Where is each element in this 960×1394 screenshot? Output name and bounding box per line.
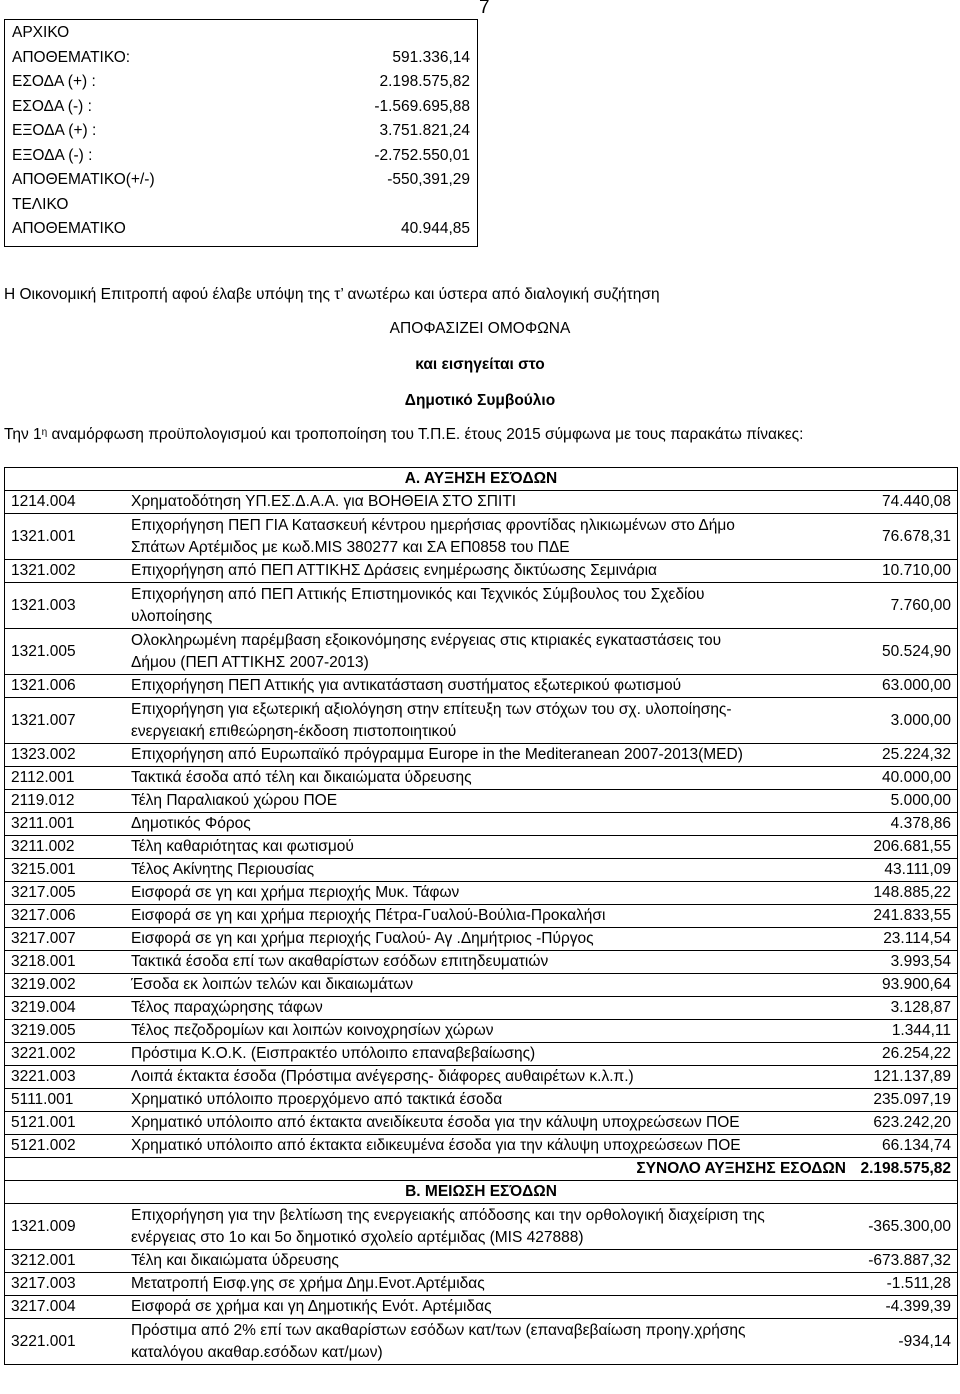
amount: 623.242,20 <box>873 1114 951 1131</box>
description-line: Τέλη Παραλιακού χώρου ΠΟΕ <box>131 792 338 809</box>
table-row <box>5 514 957 560</box>
description-line: Εισφορά σε γη και χρήμα περιοχής Γυαλού- Αγ .Δημήτριος -Πύργος <box>131 930 594 947</box>
amount: 7.760,00 <box>890 596 951 614</box>
account-description <box>124 767 846 789</box>
account-description <box>124 1204 846 1249</box>
amendment-paragraph <box>4 424 803 446</box>
account-code: 3217.006 <box>11 907 76 924</box>
account-code: 1321.007 <box>11 711 76 729</box>
account-description <box>124 1020 846 1042</box>
account-description <box>124 1296 846 1318</box>
account-description <box>124 905 846 927</box>
table-row <box>5 951 957 974</box>
table-row <box>5 1204 957 1250</box>
table-row <box>5 1319 957 1365</box>
amount: 10.710,00 <box>882 562 951 579</box>
account-description <box>124 1066 846 1088</box>
account-code: 1321.001 <box>11 527 76 545</box>
table-row <box>5 1020 957 1043</box>
table-row <box>5 767 957 790</box>
description-line: Έσοδα εκ λοιπών τελών και δικαιωμάτων <box>131 976 414 993</box>
account-description <box>124 698 846 743</box>
section-b-heading <box>5 1181 957 1204</box>
table-row <box>5 698 957 744</box>
total-label: ΣΥΝΟΛΟ ΑΥΞΗΣΗΣ ΕΣΟΔΩΝ <box>636 1160 846 1177</box>
table-row <box>5 1066 957 1089</box>
description-line: ενέργειας στο 1ο και 5ο δημοτικό σχολείο αρτέμιδας (MIS 427888) <box>131 1228 584 1246</box>
description-line: Επιχορήγηση για την βελτίωση της ενεργειακής απόδοσης και την ορθολογική διαχείριση της <box>131 1206 765 1224</box>
amount: 3.128,87 <box>890 999 951 1016</box>
summary-label: ΑΠΟΘΕΜΑΤΙΚΟ(+/-) <box>12 171 155 188</box>
account-code: 1321.003 <box>11 596 76 614</box>
summary-value: 2.198.575,82 <box>379 73 470 90</box>
account-code: 3221.002 <box>11 1045 76 1062</box>
amount: 121.137,89 <box>873 1068 951 1085</box>
account-description <box>124 951 846 973</box>
account-code: 3219.005 <box>11 1022 76 1039</box>
account-code: 5121.001 <box>11 1114 76 1131</box>
section-a-heading <box>5 468 957 491</box>
table-row <box>5 1250 957 1273</box>
summary-value: 3.751.821,24 <box>379 122 470 139</box>
amount: 241.833,55 <box>873 907 951 924</box>
account-description <box>124 1250 846 1272</box>
amount: -365.300,00 <box>868 1217 951 1235</box>
account-code: 1323.002 <box>11 746 76 763</box>
amount: 4.378,86 <box>890 815 951 832</box>
amount: 66.134,74 <box>882 1137 951 1154</box>
account-description <box>124 583 846 628</box>
description-line: Εισφορά σε γη και χρήμα περιοχής Πέτρα-Γυαλού-Βούλια-Προκαλήσι <box>131 907 606 924</box>
reserve-summary-box <box>4 19 478 247</box>
account-code: 3219.002 <box>11 976 76 993</box>
amount: 25.224,32 <box>882 746 951 763</box>
amount: 63.000,00 <box>882 677 951 694</box>
account-description <box>124 974 846 996</box>
description-line: Πρόστιμα Κ.Ο.Κ. (Εισπρακτέο υπόλοιπο επαναβεβαίωσης) <box>131 1045 536 1062</box>
amount: 206.681,55 <box>873 838 951 855</box>
section-title: Β. ΜΕΙΩΣΗ ΕΣΌΔΩΝ <box>405 1183 557 1200</box>
account-description <box>124 1319 846 1364</box>
description-line: Λοιπά έκτακτα έσοδα (Πρόστιμα ανέγερσης- διάφορες αυθαιρέτων κ.λ.π.) <box>131 1068 634 1085</box>
account-description <box>124 1089 846 1111</box>
account-description <box>124 997 846 1019</box>
account-description <box>124 813 846 835</box>
summary-value: 591.336,14 <box>392 48 470 66</box>
account-code: 3217.003 <box>11 1275 76 1292</box>
account-code: 3217.005 <box>11 884 76 901</box>
budget-changes-table <box>4 467 958 1365</box>
table-row <box>5 1089 957 1112</box>
account-description <box>124 491 846 513</box>
table-row <box>5 744 957 767</box>
total-row <box>5 1158 957 1181</box>
table-row <box>5 1135 957 1158</box>
description-line: ενεργειακή επιθεώρηση-έκδοση πιστοποιητικού <box>131 722 457 740</box>
amount: 235.097,19 <box>873 1091 951 1108</box>
account-code: 1321.002 <box>11 562 76 579</box>
table-row <box>5 859 957 882</box>
summary-value: 40.944,85 <box>401 220 470 237</box>
account-description <box>124 836 846 858</box>
description-line: Δημοτικός Φόρος <box>131 815 251 832</box>
table-row <box>5 974 957 997</box>
table-row <box>5 997 957 1020</box>
account-code: 3211.002 <box>11 838 75 855</box>
table-row <box>5 836 957 859</box>
council-line: Δημοτικό Συμβούλιο <box>404 392 556 409</box>
table-row <box>5 560 957 583</box>
description-line: Τακτικά έσοδα από τέλη και δικαιώματα ύδρευσης <box>131 769 472 786</box>
table-row <box>5 583 957 629</box>
description-line: Ολοκληρωμένη παρέμβαση εξοικονόμησης ενέργειας στις κτιριακές εγκαταστάσεις του <box>131 631 722 649</box>
description-line: Τακτικά έσοδα επί των ακαθαρίστων εσόδων επιτηδευματιών <box>131 953 549 970</box>
account-description <box>124 514 846 559</box>
amount: -4.399,39 <box>885 1298 951 1315</box>
description-line: Εισφορά σε γη και χρήμα περιοχής Μυκ. Τάφων <box>131 884 460 901</box>
account-code: 5111.001 <box>11 1091 74 1108</box>
amount: 50.524,90 <box>882 642 951 660</box>
description-line: Επιχορήγηση από Ευρωπαϊκό πρόγραμμα Europe in the Mediteranean 2007-2013(MED) <box>131 746 743 763</box>
account-description <box>124 675 846 697</box>
account-description <box>124 1043 846 1065</box>
summary-value: -550,391,29 <box>387 171 470 188</box>
amount: 74.440,08 <box>882 493 951 510</box>
description-line: Τέλος παραχώρησης τάφων <box>131 999 323 1016</box>
account-code: 1321.005 <box>11 642 76 660</box>
amendment-ordinal-suffix: η <box>41 427 48 438</box>
description-line: Επιχορήγηση ΠΕΠ Αττικής για αντικατάσταση συστήματος εξωτερικού φωτισμού <box>131 677 682 694</box>
amount: 26.254,22 <box>882 1045 951 1062</box>
summary-label: ΕΞΟΔΑ (+) : <box>12 122 97 139</box>
account-description <box>124 1135 846 1157</box>
description-line: υλοποίησης <box>131 607 213 625</box>
amount: 76.678,31 <box>882 527 951 545</box>
account-code: 1321.006 <box>11 677 76 694</box>
account-code: 5121.002 <box>11 1137 76 1154</box>
account-code: 3211.001 <box>11 815 75 832</box>
summary-label: ΑΠΟΘΕΜΑΤΙΚΟ: <box>12 48 131 66</box>
summary-label: ΕΣΟΔΑ (-) : <box>12 97 92 115</box>
account-description <box>124 1273 846 1295</box>
account-code: 2112.001 <box>11 769 75 786</box>
amount: 148.885,22 <box>873 884 951 901</box>
amendment-text-start: Την 1 <box>4 426 42 443</box>
amount: 40.000,00 <box>882 769 951 786</box>
amount: 43.111,09 <box>884 861 951 878</box>
summary-value: -2.752.550,01 <box>374 146 470 164</box>
description-line: Μετατροπή Εισφ.γης σε χρήμα Δημ.Ενοτ.Αρτέμιδας <box>131 1275 485 1292</box>
account-description <box>124 790 846 812</box>
amount: 93.900,64 <box>882 976 951 993</box>
summary-label: ΑΠΟΘΕΜΑΤΙΚΟ <box>12 220 126 237</box>
table-row <box>5 790 957 813</box>
account-description <box>124 882 846 904</box>
account-description <box>124 629 846 674</box>
total-amount: 2.198.575,82 <box>860 1160 951 1177</box>
account-code: 3221.001 <box>11 1332 76 1350</box>
description-line: Τέλη καθαριότητας και φωτισμού <box>131 838 354 855</box>
description-line: Επιχορήγηση από ΠΕΠ ΑΤΤΙΚΗΣ Δράσεις ενημέρωσης δικτύωσης Σεμινάρια <box>131 562 657 579</box>
summary-label: ΑΡΧΙΚΟ <box>12 24 70 41</box>
summary-label: ΕΣΟΔΑ (+) : <box>12 73 96 90</box>
account-code: 3218.001 <box>11 953 76 970</box>
table-row <box>5 629 957 675</box>
table-row <box>5 813 957 836</box>
table-row <box>5 905 957 928</box>
description-line: Επιχορήγηση ΠΕΠ ΓΙΑ Κατασκευή κέντρου ημερήσιας φροντίδας ηλικιωμένων στο Δήμο <box>131 516 735 534</box>
description-line: Χρηματικό υπόλοιπο προερχόμενο από τακτικά έσοδα <box>131 1091 503 1108</box>
account-code: 3217.004 <box>11 1298 76 1315</box>
amount: 23.114,54 <box>883 930 951 947</box>
summary-label: ΤΕΛΙΚΟ <box>12 195 69 213</box>
description-line: Πρόστιμα από 2% επί των ακαθαρίστων εσόδων κατ/των (επαναβεβαίωση προηγ.χρήσης <box>131 1321 746 1339</box>
description-line: Επιχορήγηση από ΠΕΠ Αττικής Επιστημονικός και Τεχνικός Σύμβουλος του Σχεδίου <box>131 585 705 603</box>
summary-value: -1.569.695,88 <box>374 97 470 115</box>
account-code: 3221.003 <box>11 1068 76 1085</box>
table-row <box>5 1112 957 1135</box>
page-number: 7 <box>479 0 490 18</box>
amount: 3.993,54 <box>890 953 951 970</box>
amount: 5.000,00 <box>890 792 951 809</box>
account-description <box>124 560 846 582</box>
description-line: Δήμου (ΠΕΠ ΑΤΤΙΚΗΣ 2007-2013) <box>131 653 369 671</box>
description-line: καταλόγου ακαθαρ.εσόδων κατ/μων) <box>131 1343 383 1361</box>
description-line: Εισφορά σε χρήμα και γη Δημοτικής Ενότ. Αρτέμιδας <box>131 1298 492 1315</box>
summary-label: ΕΞΟΔΑ (-) : <box>12 146 93 164</box>
table-row <box>5 675 957 698</box>
account-code: 3212.001 <box>11 1252 76 1269</box>
intro-paragraph: Η Οικονομική Επιτροπή αφού έλαβε υπόψη της τ’ ανωτέρω και ύστερα από διαλογική συζήτηση <box>4 286 660 303</box>
table-row <box>5 928 957 951</box>
amount: -1.511,28 <box>886 1275 951 1292</box>
amendment-text-end: αναμόρφωση προϋπολογισμού και τροποποίηση του Τ.Π.Ε. έτους 2015 σύμφωνα με τους παρακάτω πίνακες: <box>47 426 804 443</box>
description-line: Τέλη και δικαιώματα ύδρευσης <box>131 1252 339 1269</box>
table-row <box>5 1043 957 1066</box>
table-row <box>5 1273 957 1296</box>
description-line: Χρηματοδότηση ΥΠ.ΕΣ.Δ.Α.Α. για ΒΟΗΘΕΙΑ ΣΤΟ ΣΠΙΤΙ <box>131 493 517 510</box>
table-row <box>5 882 957 905</box>
account-description <box>124 928 846 950</box>
account-description <box>124 744 846 766</box>
account-code: 2119.012 <box>11 792 75 809</box>
account-description <box>124 1112 846 1134</box>
description-line: Χρηματικό υπόλοιπο από έκτακτα ανειδίκευτα έσοδα για την κάλυψη υποχρεώσεων ΠΟΕ <box>131 1114 740 1131</box>
section-title: Α. ΑΥΞΗΣΗ ΕΣΌΔΩΝ <box>404 470 558 487</box>
table-row <box>5 491 957 514</box>
description-line: Χρηματικό υπόλοιπο από έκτακτα ειδικευμένα έσοδα για την κάλυψη υποχρεώσεων ΠΟΕ <box>131 1137 741 1154</box>
description-line: Σπάτων Αρτέμιδος με κωδ.MIS 380277 και ΣΑ ΕΠ0858 του ΠΔΕ <box>131 538 570 556</box>
account-code: 3217.007 <box>11 930 76 947</box>
account-description <box>124 859 846 881</box>
empty-cell <box>5 1158 124 1180</box>
proposal-line: και εισηγείται στο <box>415 356 545 373</box>
decision-heading: ΑΠΟΦΑΣΙΖΕΙ ΟΜΟΦΩΝΑ <box>389 320 571 337</box>
amount: 1.344,11 <box>891 1022 951 1039</box>
table-row <box>5 1296 957 1319</box>
account-code: 1321.009 <box>11 1217 76 1235</box>
amount: -934,14 <box>898 1332 951 1350</box>
amount: -673.887,32 <box>868 1252 951 1269</box>
description-line: Τέλος Ακίνητης Περιουσίας <box>131 861 315 878</box>
account-code: 1214.004 <box>11 493 76 510</box>
account-code: 3215.001 <box>11 861 76 878</box>
account-code: 3219.004 <box>11 999 76 1016</box>
amount: 3.000,00 <box>890 711 951 729</box>
description-line: Επιχορήγηση για εξωτερική αξιολόγηση στην επίτευξη των στόχων του σχ. υλοποίησης- <box>131 700 732 718</box>
description-line: Τέλος πεζοδρομίων και λοιπών κοινοχρησίων χώρων <box>131 1022 494 1039</box>
